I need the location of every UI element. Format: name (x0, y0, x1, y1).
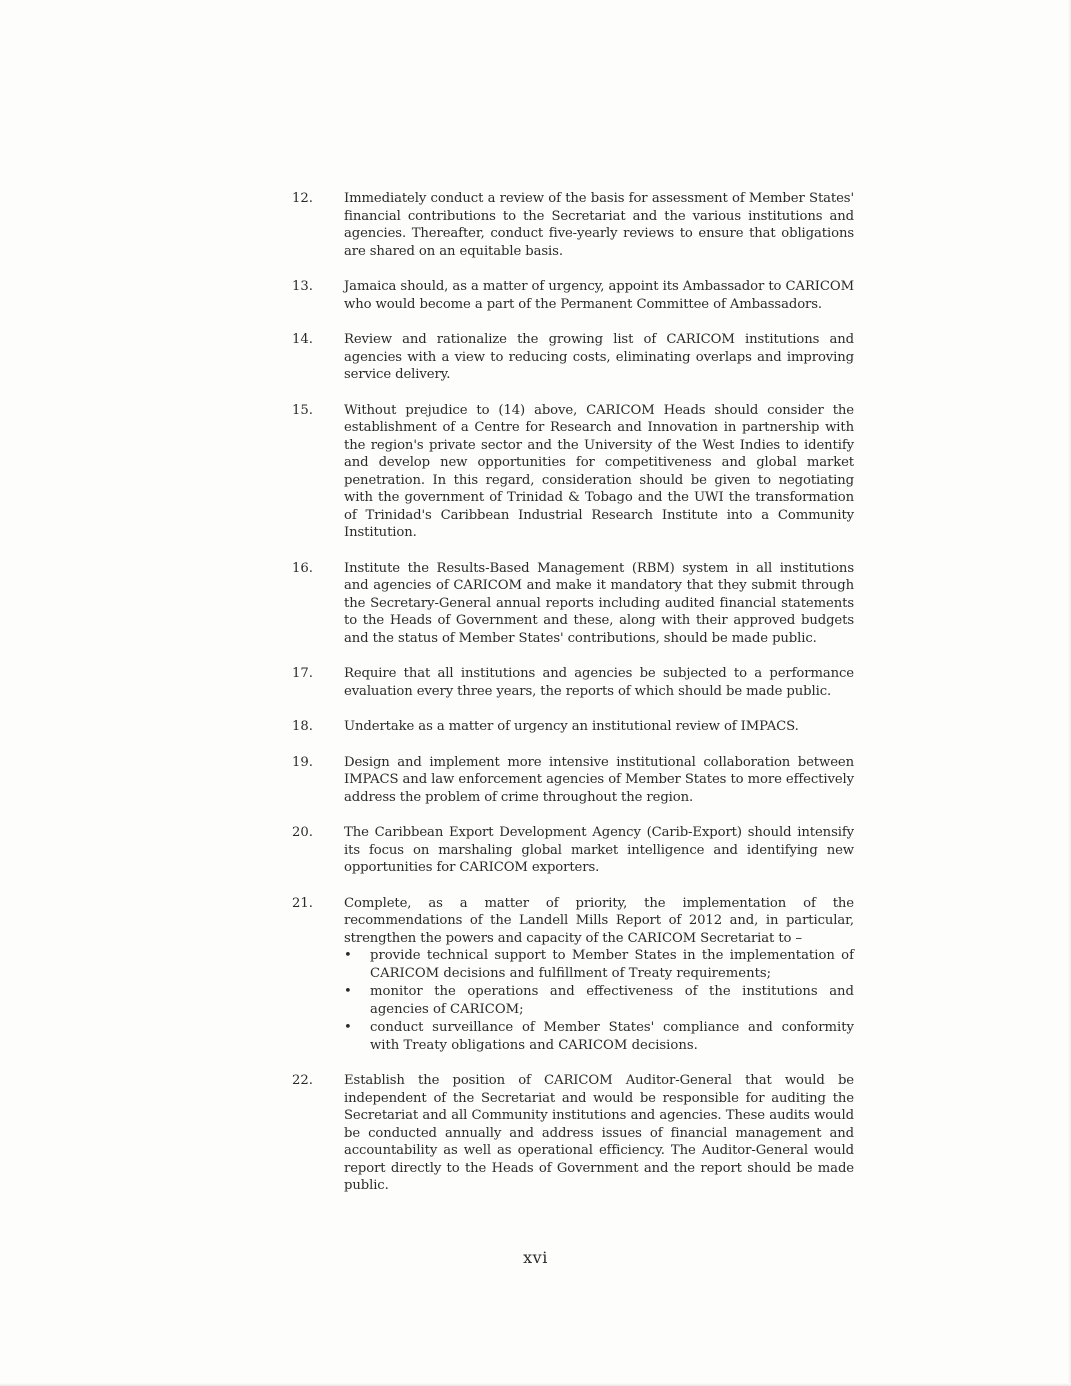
item-text: Complete, as a matter of priority, the implementation of the recommendations of the Landell Mills Report of 2012 and, in particular, strengthen the powers and capacity of the CARICOM Secretariat to – (344, 895, 854, 946)
list-item (290, 1072, 854, 1195)
sub-bullet-list (344, 947, 854, 1054)
item-text: Immediately conduct a review of the basis for assessment of Member States' financial contributions to the Secretariat and the various institutions and agencies. Thereafter, conduct five-yearly reviews to ensure that obligations are shared on an equitable basis. (344, 191, 854, 259)
item-text: Jamaica should, as a matter of urgency, appoint its Ambassador to CARICOM who would become a part of the Permanent Committee of Ambassadors. (344, 279, 854, 312)
bullet-item (344, 983, 854, 1018)
item-text: Design and implement more intensive institutional collaboration between IMPACS and law enforcement agencies of Member States to more effectively address the problem of crime throughout the region. (344, 754, 854, 805)
item-text: Require that all institutions and agencies be subjected to a performance evaluation every three years, the reports of which should be made public. (344, 666, 854, 699)
item-number: 16. (292, 560, 313, 576)
item-number: 17. (292, 666, 313, 681)
bullet-text: provide technical support to Member States in the implementation of CARICOM decisions and fulfillment of Treaty requirements; (370, 948, 854, 981)
bullet-icon: • (344, 948, 352, 963)
list-item (290, 331, 854, 384)
item-number: 18. (292, 719, 313, 734)
list-item (290, 560, 854, 648)
list-item (290, 665, 854, 700)
item-text: Establish the position of CARICOM Auditor-General that would be independent of the Secretariat and would be responsible for auditing the Secretariat and all Community institutions and agencies. These audits would be conducted annually and address issues of financial management and accountability as well as operational efficiency. The Auditor-General would report directly to the Heads of Government and the report should be made public. (344, 1073, 854, 1193)
bullet-item (344, 1019, 854, 1054)
item-number: 19. (292, 754, 313, 770)
item-text: Institute the Results-Based Management (RBM) system in all institutions and agencies of CARICOM and make it mandatory that they submit through the Secretary-General annual reports including audited financial statements to the Heads of Government and these, along with their approved budgets and the status of Member States' contributions, should be made public. (344, 560, 854, 646)
bullet-item (344, 947, 854, 982)
page-number: xvi (523, 1248, 548, 1267)
recommendations-list (290, 190, 854, 1213)
bullet-icon: • (344, 984, 352, 999)
item-number: 21. (292, 895, 313, 911)
item-text: Undertake as a matter of urgency an institutional review of IMPACS. (344, 719, 799, 734)
item-number: 13. (292, 279, 313, 294)
list-item (290, 824, 854, 877)
item-number: 12. (292, 191, 313, 206)
item-number: 15. (292, 402, 313, 418)
item-number: 22. (292, 1073, 313, 1088)
item-number: 20. (292, 825, 313, 840)
bullet-icon: • (344, 1020, 352, 1035)
list-item (290, 754, 854, 807)
list-item (290, 718, 854, 736)
list-item (290, 895, 854, 1055)
item-text: Without prejudice to (14) above, CARICOM Heads should consider the establishment of a Centre for Research and Innovation in partnership with the region's private sector and the University of the West Indies to identify and develop new opportunities for competitiveness and global market penetration. In this regard, consideration should be given to negotiating with the government of Trinidad & Tobago and the UWI the transformation of Trinidad's Caribbean Industrial Research Institute into a Community Institution. (344, 402, 854, 540)
bullet-text: monitor the operations and effectiveness of the institutions and agencies of CARICOM; (370, 984, 854, 1017)
item-text: The Caribbean Export Development Agency (Carib-Export) should intensify its focus on marshaling global market intelligence and identifying new opportunities for CARICOM exporters. (344, 825, 854, 875)
item-number: 14. (292, 332, 313, 347)
list-item (290, 402, 854, 542)
list-item (290, 190, 854, 260)
list-item (290, 278, 854, 313)
item-text: Review and rationalize the growing list of CARICOM institutions and agencies with a view to reducing costs, eliminating overlaps and improving service delivery. (344, 332, 854, 382)
bullet-text: conduct surveillance of Member States' compliance and conformity with Treaty obligations and CARICOM decisions. (370, 1020, 854, 1053)
